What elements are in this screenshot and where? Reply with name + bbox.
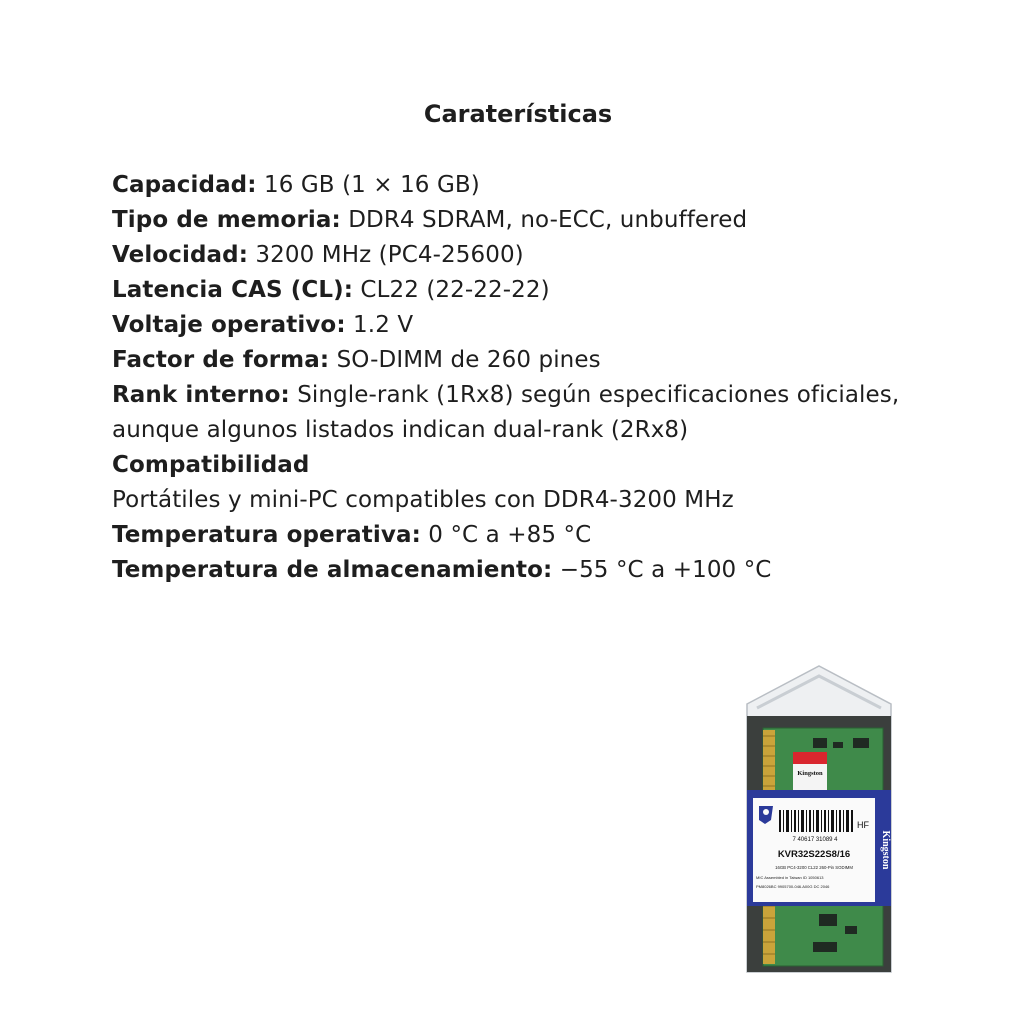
spec-value: SO-DIMM de 260 pines xyxy=(329,347,601,373)
page-title: Caraterísticas xyxy=(423,100,613,128)
spec-label: Temperatura operativa: xyxy=(112,522,421,548)
spec-label: Compatibilidad xyxy=(112,452,310,478)
spec-row-rank-continued xyxy=(112,413,992,448)
spec-value: 1.2 V xyxy=(345,312,414,338)
model-number: KVR32S22S8/16 xyxy=(777,849,851,860)
spec-value: DDR4 SDRAM, no-ECC, unbuffered xyxy=(340,207,748,233)
spec-value: Single-rank (1Rx8) según especificaciones oficiales, xyxy=(289,382,900,408)
hf-mark: HF xyxy=(857,820,869,830)
spec-row-form-factor xyxy=(112,343,992,378)
spec-value: −55 °C a +100 °C xyxy=(552,557,772,583)
spec-label: Rank interno: xyxy=(112,382,290,408)
spec-row-compatibility xyxy=(112,483,992,518)
spec-label: Velocidad: xyxy=(112,242,248,268)
spec-row-compatibility-heading xyxy=(112,448,992,483)
spec-list xyxy=(112,168,992,588)
spec-value: Portátiles y mini-PC compatibles con DDR4-3200 MHz xyxy=(112,487,734,513)
spec-label: Latencia CAS (CL): xyxy=(112,277,353,303)
spec-label: Factor de forma: xyxy=(112,347,330,373)
spec-label: Temperatura de almacenamiento: xyxy=(112,557,553,583)
label-line-b: PM8026BC 9905700-046.A00G DC 2046 xyxy=(756,884,830,889)
spec-row-speed xyxy=(112,238,992,273)
spec-value: aunque algunos listados indican dual-rank (2Rx8) xyxy=(112,417,689,443)
barcode-number: 7 40617 31089 4 xyxy=(792,837,838,843)
spec-value: CL22 (22-22-22) xyxy=(353,277,550,303)
spec-label: Capacidad: xyxy=(112,172,257,198)
spec-row-memory-type xyxy=(112,203,992,238)
spec-row-capacity xyxy=(112,168,992,203)
spec-value: 16 GB (1 × 16 GB) xyxy=(256,172,480,198)
spec-row-operating-temp xyxy=(112,518,992,553)
spec-value: 0 °C a +85 °C xyxy=(420,522,592,548)
spec-label: Voltaje operativo: xyxy=(112,312,346,338)
label-brand-text: Kingston xyxy=(880,830,891,870)
spec-row-rank xyxy=(112,378,992,413)
spec-row-cas-latency xyxy=(112,273,992,308)
label-line-a: MIC Assembled in Taiwan ID 1050613 xyxy=(756,875,824,880)
spec-line: 16GB PC4-3200 CL22 260-Pin SODIMM xyxy=(775,865,853,870)
chip-sticker-red-band xyxy=(793,752,827,764)
chip-brand-text: Kingston xyxy=(797,770,823,777)
spec-row-voltage xyxy=(112,308,992,343)
product-image xyxy=(743,664,895,974)
ram-package-illustration xyxy=(743,664,895,974)
spec-row-storage-temp xyxy=(112,553,992,588)
spec-label: Tipo de memoria: xyxy=(112,207,341,233)
spec-value: 3200 MHz (PC4-25600) xyxy=(248,242,524,268)
